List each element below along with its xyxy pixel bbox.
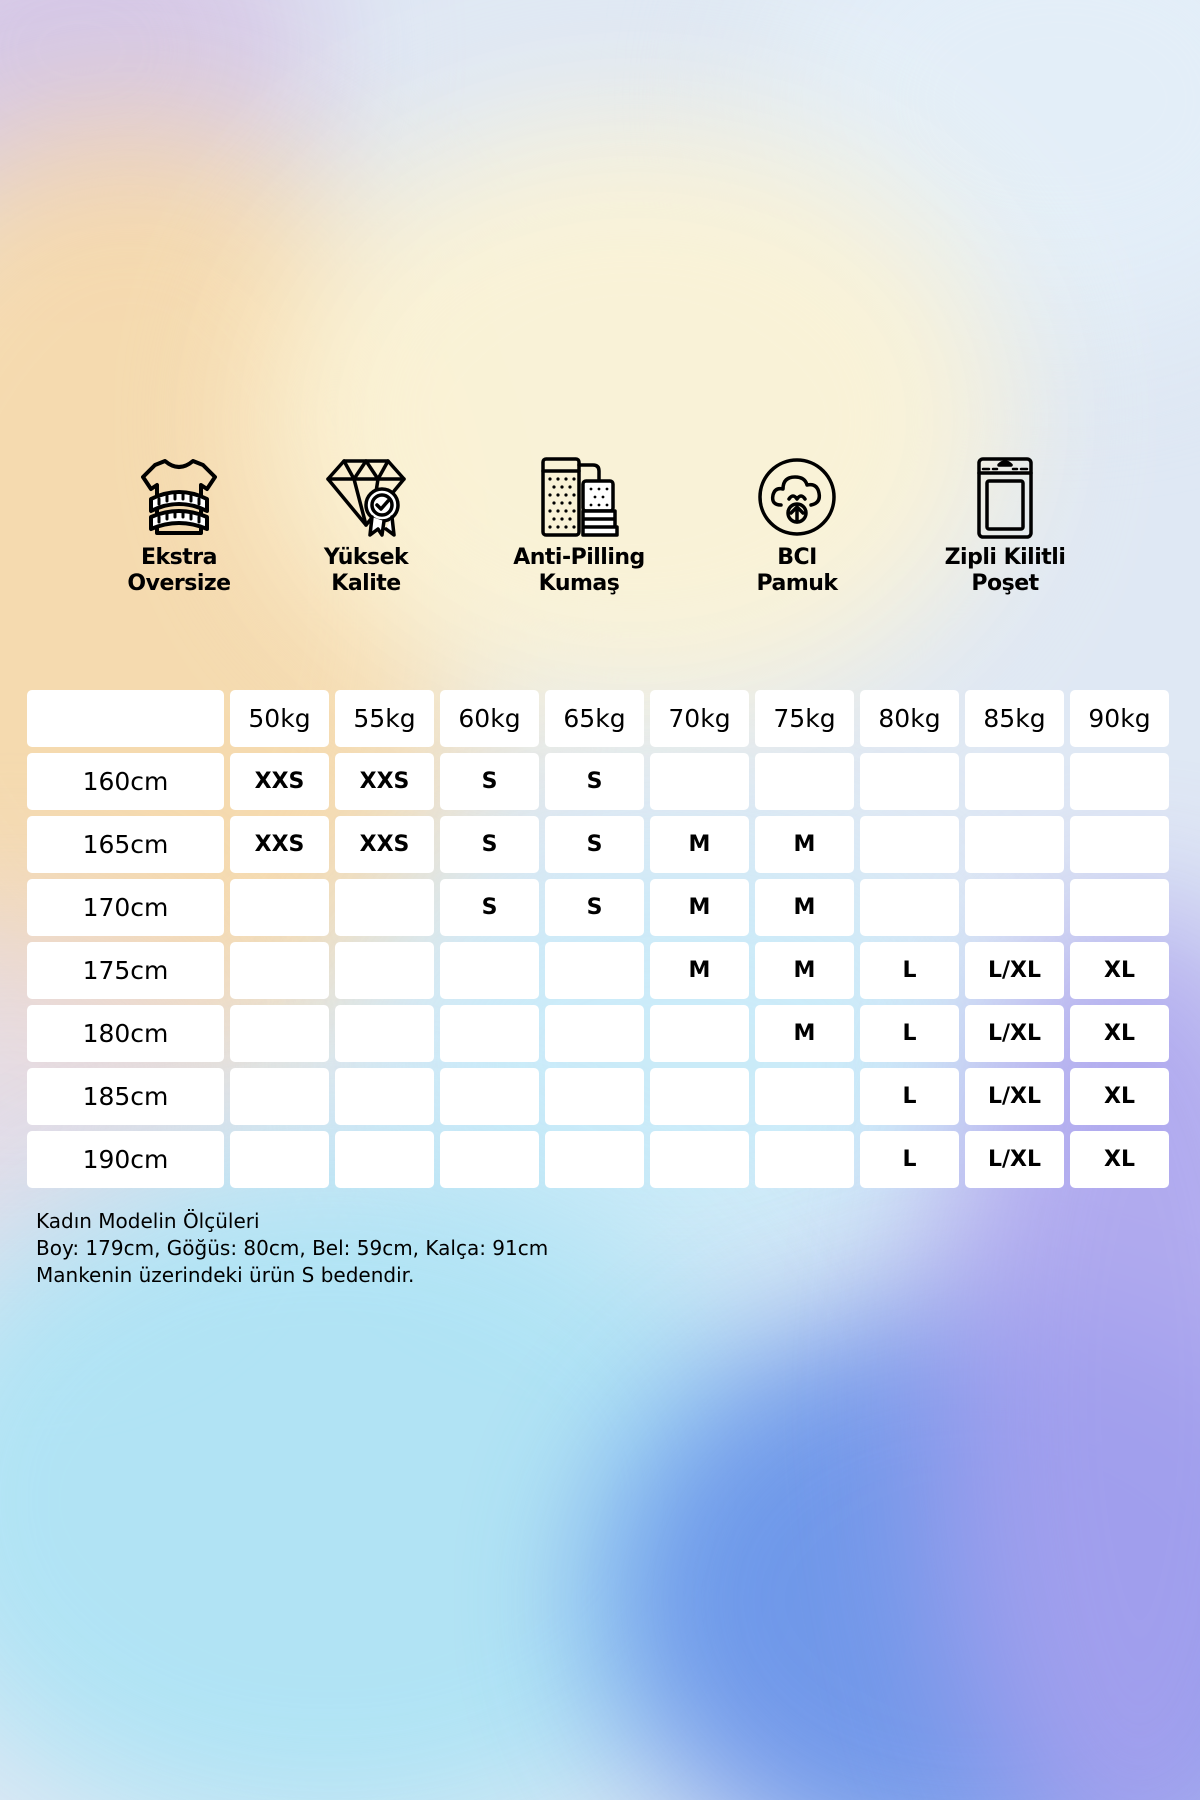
weight-header: 60kg (440, 690, 539, 747)
size-cell (1070, 816, 1169, 873)
model-info (36, 1208, 548, 1289)
size-cell: M (755, 816, 854, 873)
size-cell (230, 1131, 329, 1188)
size-cell (755, 1068, 854, 1125)
size-cell: M (755, 879, 854, 936)
height-header: 160cm (27, 753, 224, 810)
size-cell (650, 1131, 749, 1188)
size-cell: L/XL (965, 1068, 1064, 1125)
height-header: 180cm (27, 1005, 224, 1062)
weight-header: 75kg (755, 690, 854, 747)
size-cell: XXS (335, 753, 434, 810)
size-cell (545, 942, 644, 999)
feature-label: Yüksek Kalite (323, 545, 409, 596)
size-table (27, 690, 1169, 1188)
size-cell: XL (1070, 1005, 1169, 1062)
size-cell: S (440, 879, 539, 936)
size-cell (230, 942, 329, 999)
weight-header: 85kg (965, 690, 1064, 747)
size-cell: XL (1070, 1131, 1169, 1188)
zip-bag-icon (963, 455, 1047, 539)
weight-header: 50kg (230, 690, 329, 747)
size-cell: M (755, 1005, 854, 1062)
size-cell (545, 1005, 644, 1062)
size-cell: S (440, 753, 539, 810)
weight-header: 70kg (650, 690, 749, 747)
size-cell (965, 753, 1064, 810)
size-cell (335, 1068, 434, 1125)
feature-label: Ekstra Oversize (127, 545, 231, 596)
size-cell: S (545, 879, 644, 936)
size-cell (755, 753, 854, 810)
size-cell (755, 1131, 854, 1188)
size-cell: L/XL (965, 1131, 1064, 1188)
diamond-badge-icon (324, 455, 408, 539)
size-cell (860, 753, 959, 810)
size-cell: S (545, 816, 644, 873)
size-cell: L (860, 1068, 959, 1125)
feature-anti-pilling (469, 455, 689, 597)
tshirt-measure-icon (137, 455, 221, 539)
size-cell (1070, 753, 1169, 810)
feature-zipli-kilitli-poset (895, 455, 1115, 597)
feature-label: Anti-Pilling Kumaş (513, 545, 645, 596)
size-cell (650, 753, 749, 810)
height-header: 190cm (27, 1131, 224, 1188)
size-cell (335, 942, 434, 999)
size-cell: L (860, 1131, 959, 1188)
size-cell (230, 1005, 329, 1062)
size-cell (545, 1131, 644, 1188)
feature-bci-pamuk (687, 455, 907, 597)
size-cell: S (545, 753, 644, 810)
feature-label: Zipli Kilitli Poşet (944, 545, 1066, 596)
size-cell: S (440, 816, 539, 873)
size-cell: XXS (230, 816, 329, 873)
weight-header: 55kg (335, 690, 434, 747)
size-cell: XL (1070, 942, 1169, 999)
size-cell: M (650, 942, 749, 999)
size-cell (965, 879, 1064, 936)
size-cell (860, 816, 959, 873)
size-cell: L/XL (965, 1005, 1064, 1062)
feature-label: BCI Pamuk (756, 545, 838, 596)
fabric-roll-icon (537, 455, 621, 539)
cotton-icon (755, 455, 839, 539)
model-measurements: Boy: 179cm, Göğüs: 80cm, Bel: 59cm, Kalça: 91cm (36, 1236, 549, 1260)
size-cell (860, 879, 959, 936)
height-header: 185cm (27, 1068, 224, 1125)
size-cell (230, 879, 329, 936)
size-cell (335, 1131, 434, 1188)
feature-icons-row (0, 455, 1200, 615)
height-header: 175cm (27, 942, 224, 999)
model-size-note: Mankenin üzerindeki ürün S bedendir. (36, 1263, 415, 1287)
size-cell (335, 879, 434, 936)
size-cell (965, 816, 1064, 873)
size-cell: L (860, 1005, 959, 1062)
size-cell: XXS (230, 753, 329, 810)
size-cell (545, 1068, 644, 1125)
size-cell: L/XL (965, 942, 1064, 999)
weight-header: 80kg (860, 690, 959, 747)
size-cell: L (860, 942, 959, 999)
size-cell (650, 1005, 749, 1062)
size-cell (335, 1005, 434, 1062)
size-cell (650, 1068, 749, 1125)
feature-yuksek-kalite (256, 455, 476, 597)
size-cell (230, 1068, 329, 1125)
size-cell (1070, 879, 1169, 936)
weight-header: 65kg (545, 690, 644, 747)
height-header: 165cm (27, 816, 224, 873)
size-cell: XL (1070, 1068, 1169, 1125)
model-info-title: Kadın Modelin Ölçüleri (36, 1209, 260, 1233)
size-cell (440, 1005, 539, 1062)
size-cell: M (650, 879, 749, 936)
size-cell (440, 1068, 539, 1125)
height-header: 170cm (27, 879, 224, 936)
size-cell: M (755, 942, 854, 999)
size-cell: M (650, 816, 749, 873)
weight-header: 90kg (1070, 690, 1169, 747)
size-cell: XXS (335, 816, 434, 873)
size-cell (440, 1131, 539, 1188)
size-cell (440, 942, 539, 999)
table-corner-cell (27, 690, 224, 747)
